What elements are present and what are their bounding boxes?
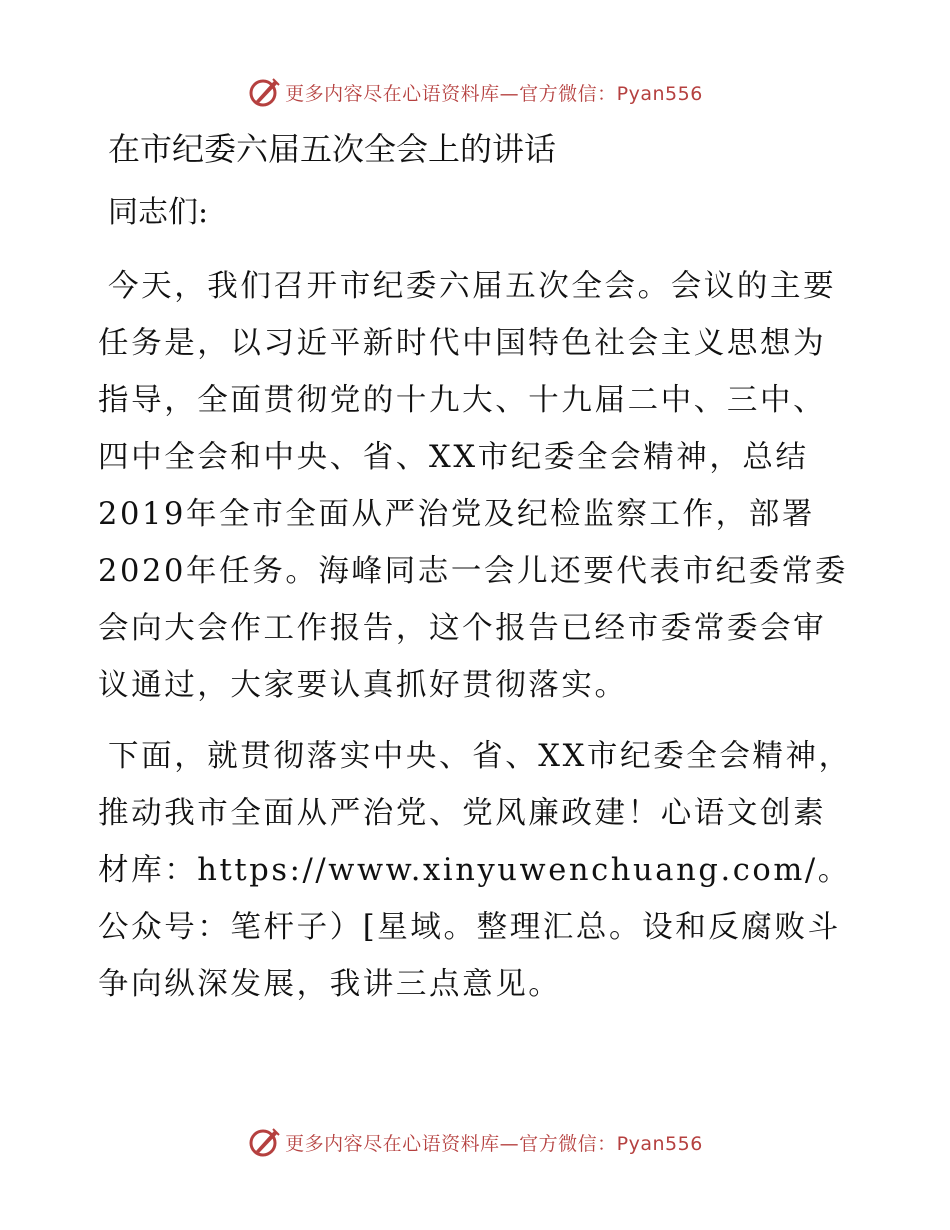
salutation: 同志们: bbox=[108, 195, 209, 230]
document-body bbox=[98, 122, 858, 1013]
footer-watermark-banner bbox=[0, 1122, 950, 1162]
pen-quill-logo-icon bbox=[247, 75, 281, 109]
footer-watermark-text: 更多内容尽在心语资料库—官方微信：Pyan556 bbox=[285, 1132, 703, 1155]
paragraph-2: 下面，就贯彻落实中央、省、XX市纪委全会精神，推动我市全面从严治党、党风廉政建！心语文创素材库：https://www.xinyuwenchuang.com/。公众号：笔杆子）[星域。整理汇总。设和反腐败斗争向纵深发展，我讲三点意见。 bbox=[98, 739, 852, 1002]
document-title: 在市纪委六届五次全会上的讲话 bbox=[108, 130, 557, 168]
header-watermark-text: 更多内容尽在心语资料库—官方微信：Pyan556 bbox=[285, 82, 703, 105]
header-watermark-banner bbox=[0, 72, 950, 112]
paragraph-1: 今天，我们召开市纪委六届五次全会。会议的主要任务是，以习近平新时代中国特色社会主义思想为指导，全面贯彻党的十九大、十九届二中、三中、四中全会和中央、省、XX市纪委全会精神，总结2019年全市全面从严治党及纪检监察工作，部署2020年任务。海峰同志一会儿还要代表市纪委常委会向大会作工作报告，这个报告已经市委常委会审议通过，大家要认真抓好贯彻落实。 bbox=[98, 269, 849, 703]
pen-quill-logo-icon bbox=[247, 1125, 281, 1159]
